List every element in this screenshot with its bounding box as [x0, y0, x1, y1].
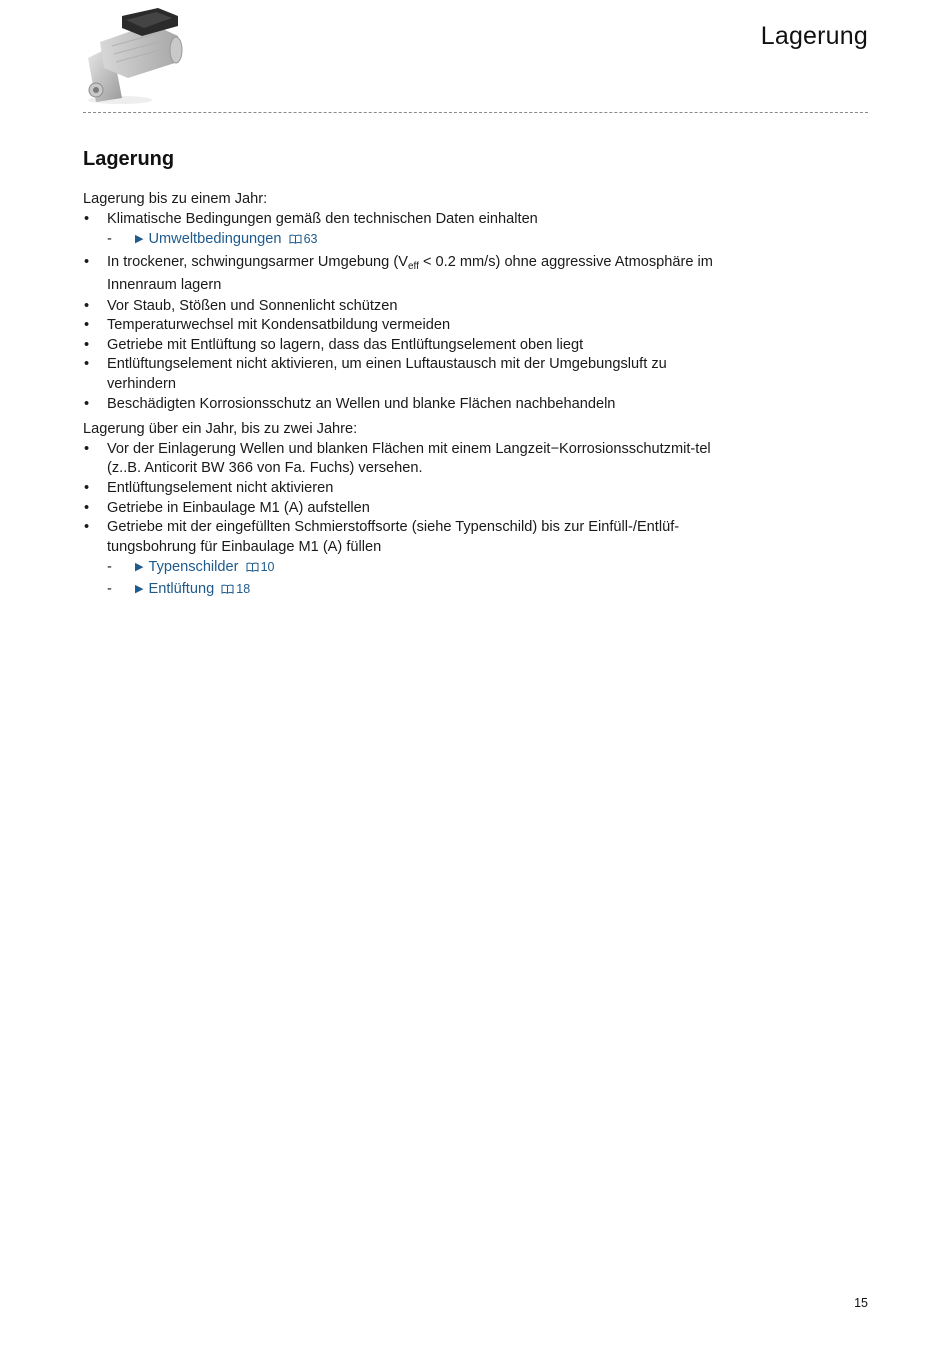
list-item [83, 210, 723, 251]
sub-list-item [107, 557, 723, 579]
list-item: • Vor Staub, Stößen und Sonnenlicht schützen [83, 297, 723, 317]
list-item-text: Getriebe mit der eingefüllten Schmierstoffsorte (siehe Typenschild) bis zur Einfüll-/Entlüf-tungsbohrung für Einbaulage M1 (A) füllen [107, 519, 680, 555]
entlueftung-link[interactable] [135, 581, 218, 597]
storage-one-year-intro: Lagerung bis zu einem Jahr: [83, 191, 268, 207]
storage-two-years-intro: Lagerung über ein Jahr, bis zu zwei Jahre: [83, 421, 358, 438]
list-item-text-before: In trockener, schwingungsarmer Umgebung (V [107, 253, 408, 270]
header-divider [83, 112, 868, 113]
list-item: • Vor der Einlagerung Wellen und blanken Flächen mit einem Langzeit−Korrosionsschutzmit-tel (z..B. Anticorit BW 366 von Fa. Fuchs) versehen. [83, 440, 723, 479]
list-item: • Beschädigten Korrosionsschutz an Wellen und blanke Flächen nachbehandeln [83, 395, 723, 415]
page-reference: 18 [236, 581, 251, 596]
link-label: Umweltbedingungen [148, 231, 282, 248]
storage-one-year-list [83, 210, 723, 415]
triangle-right-icon: ▶ [135, 561, 144, 574]
book-icon [246, 558, 259, 579]
page-reference: 10 [260, 560, 275, 575]
main-content [83, 146, 723, 600]
subscript-eff: eff [407, 260, 419, 272]
triangle-right-icon: ▶ [135, 582, 144, 595]
list-item: • Getriebe mit Entlüftung so lagern, dass das Entlüftungselement oben liegt [83, 336, 723, 356]
sub-list-item [107, 229, 723, 251]
list-item [83, 251, 723, 297]
list-item: • Entlüftungselement nicht aktivieren, um einen Luftaustausch mit der Umgebungsluft zu verhindern [83, 355, 723, 394]
link-label: Entlüftung [148, 580, 215, 597]
link-label: Typenschilder [148, 559, 239, 576]
list-item-text: Klimatische Bedingungen gemäß den technischen Daten einhalten [107, 210, 538, 227]
list-item: • Getriebe in Einbaulage M1 (A) aufstellen [83, 499, 723, 519]
list-item: • Entlüftungselement nicht aktivieren [83, 479, 723, 499]
typenschilder-link[interactable] [135, 559, 243, 575]
book-icon [289, 230, 302, 251]
page-number: 15 [854, 1296, 868, 1310]
list-item [83, 518, 723, 600]
list-item-text-after: < 0.2 mm/s) ohne aggressive Atmosphäre im Innenraum lagern [107, 253, 713, 293]
umweltbedingungen-link[interactable] [135, 231, 286, 247]
list-item: • Temperaturwechsel mit Kondensatbildung vermeiden [83, 316, 723, 336]
sub-list [107, 557, 723, 600]
section-heading: Lagerung [83, 148, 175, 170]
storage-two-years-list [83, 440, 723, 601]
triangle-right-icon: ▶ [135, 233, 144, 246]
sub-list-item [107, 579, 723, 601]
page-reference: 63 [303, 232, 318, 247]
header-title: Lagerung [760, 22, 868, 50]
gear-motor-image [82, 6, 186, 106]
book-icon [221, 580, 234, 601]
sub-list [107, 229, 723, 251]
